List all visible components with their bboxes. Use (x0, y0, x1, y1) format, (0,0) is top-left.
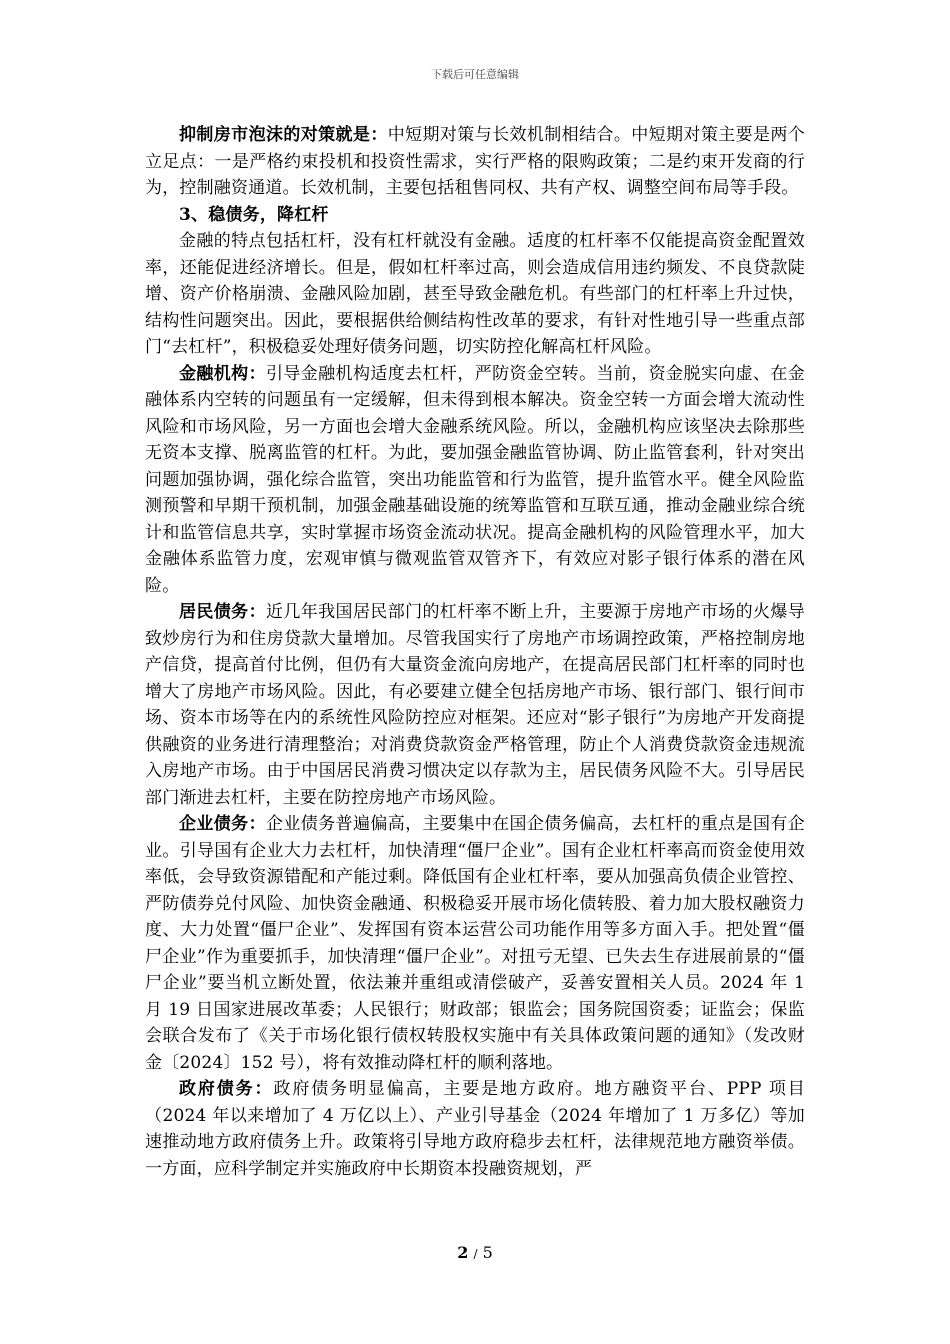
paragraph-lead: 抑制房市泡沫的对策就是： (179, 125, 388, 145)
paragraph-lead: 居民债务： (179, 602, 266, 622)
current-page: 2 (457, 1243, 469, 1262)
paragraph-text: 企业债务普遍偏高，主要集中在国企债务偏高，去杠杆的重点是国有企业。引导国有企业大力去杠杆，加快清理“僵尸企业”。国有企业杠杆率高而资金使用效率低，会导致资源错配和产能过剩。降低国有企业杠杆率，要从加强高负债企业管控、严防债券兑付风险、加快资金融通、积极稳妥开展市场化债转股、着力加大股权融资力度、大力处置“僵尸企业”、发挥国有资本运营公司功能作用等多方面入手。把处置“僵尸企业”作为重要抓手，加快清理“僵尸企业”。对扭亏无望、已失去生存进展前景的“僵尸企业”要当机立断处置，依法兼并重组或清偿破产，妥善安置相关人员。2024 年 1 月 19 日国家进展改革委；人民银行；财政部；银监会；国务院国资委；证监会；保监会联合发布了《关于市场化银行债权转股权实施中有关具体政策问题的通知》（发改财金〔2024〕152 号），将有效推动降杠杆的顺利落地。 (145, 814, 806, 1073)
paragraph-lead: 金融机构： (179, 363, 266, 384)
paragraph-corporate-debt (145, 811, 805, 1076)
paragraph-financial-institutions (145, 361, 805, 600)
section-heading-text: 3、稳债务，降杠杆 (179, 204, 329, 225)
paragraph-text: 中短期对策与长效机制相结合。中短期对策主要是两个立足点：一是严格约束投机和投资性需求，实行严格的限购政策；二是约束开发商的行为，控制融资通道。长效机制，主要包括租售同权、共有产权、调整空间布局等手段。 (145, 125, 805, 198)
total-pages: 5 (482, 1243, 493, 1262)
paragraph-government-debt (145, 1076, 805, 1182)
document-body (145, 122, 805, 1182)
paragraph-household-debt (145, 599, 805, 811)
page-separator: / (473, 1247, 478, 1261)
page-header (0, 66, 950, 82)
paragraph-lead: 政府债务： (179, 1079, 274, 1099)
header-text: 下载后可任意编辑 (431, 68, 519, 81)
paragraph-text: 政府债务明显偏高，主要是地方政府。地方融资平台、PPP 项目（2024 年以来增加了 4 万亿以上）、产业引导基金（2024 年增加了 1 万多亿）等加速推动地方政府债务上升。政策将引导地方政府稳步去杠杆，法律规范地方融资举债。一方面，应科学制定并实施政府中长期资本投融资规划，严 (145, 1079, 806, 1179)
section-heading (145, 202, 805, 229)
paragraph-text: 近几年我国居民部门的杠杆率不断上升，主要源于房地产市场的火爆导致炒房行为和住房贷款大量增加。尽管我国实行了房地产市场调控政策，严格控制房地产信贷，提高首付比例，但仍有大量资金流向房地产，在提高居民部门杠杆率的同时也增大了房地产市场风险。因此，有必要建立健全包括房地产市场、银行部门、银行间市场、资本市场等在内的系统性风险防控应对框架。还应对“影子银行”为房地产开发商提供融资的业务进行清理整治；对消费贷款资金严格管理，防止个人消费贷款资金违规流入房地产市场。由于中国居民消费习惯决定以存款为主，居民债务风险不大。引导居民部门渐进去杠杆，主要在防控房地产市场风险。 (145, 602, 806, 808)
paragraph-leverage-intro (145, 228, 805, 361)
paragraph-lead: 企业债务： (179, 814, 266, 834)
paragraph-housing-bubble (145, 122, 805, 202)
paragraph-text: 引导金融机构适度去杠杆，严防资金空转。当前，资金脱实向虚、在金融体系内空转的问题虽有一定缓解，但未得到根本解决。资金空转一方面会增大流动性风险和市场风险，另一方面也会增大金融系统风险。所以，金融机构应该坚决去除那些无资本支撑、脱离监管的杠杆。为此，要加强金融监管协调、防止监管套利，针对突出问题加强协调，强化综合监管，突出功能监管和行为监管，提升监管水平。健全风险监测预警和早期干预机制，加强金融基础设施的统筹监管和互联互通，推动金融业综合统计和监管信息共享，实时掌握市场资金流动状况。提高金融机构的风险管理水平，加大金融体系监管力度，宏观审慎与微观监管双管齐下，有效应对影子银行体系的潜在风险。 (145, 363, 806, 596)
page-number (0, 1243, 950, 1262)
paragraph-text: 金融的特点包括杠杆，没有杠杆就没有金融。适度的杠杆率不仅能提高资金配置效率，还能促进经济增长。但是，假如杠杆率过高，则会造成信用违约频发、不良贷款陡增、资产价格崩溃、金融风险加剧，甚至导致金融危机。有些部门的杠杆率上升过快，结构性问题突出。因此，要根据供给侧结构性改革的要求，有针对性地引导一些重点部门“去杠杆”，积极稳妥处理好债务问题，切实防控化解高杠杆风险。 (145, 231, 805, 357)
